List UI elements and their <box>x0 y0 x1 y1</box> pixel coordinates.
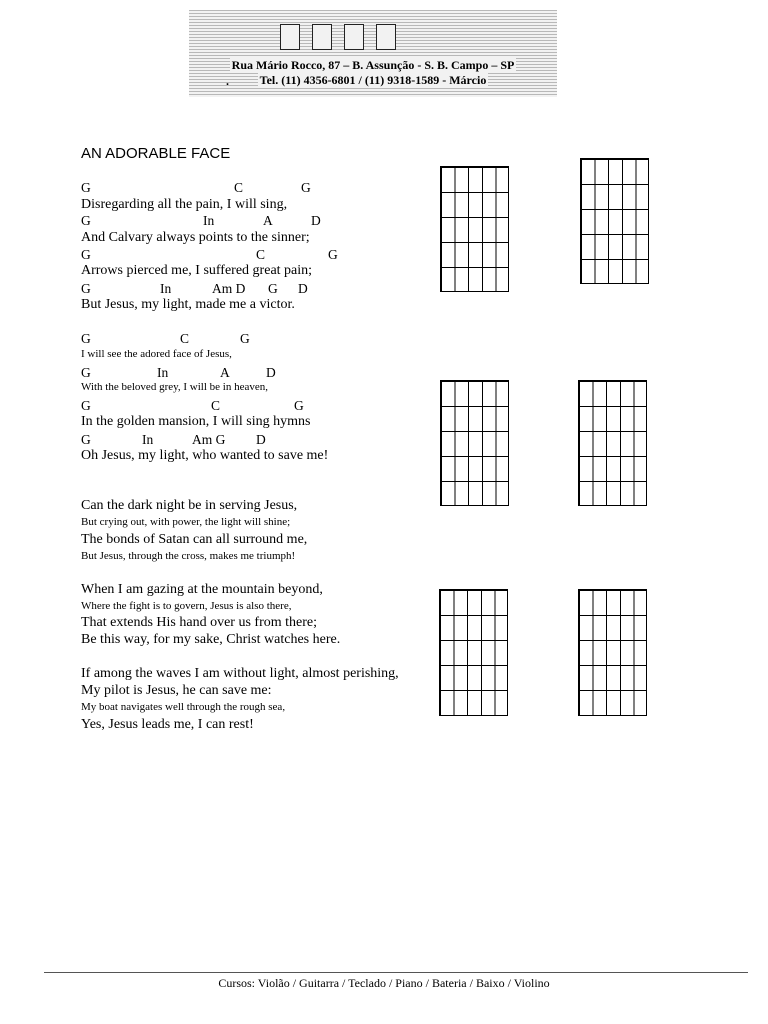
chord: In <box>157 365 169 380</box>
lyric-line: I will see the adored face of Jesus, <box>81 348 232 360</box>
chord: G <box>81 331 91 346</box>
chord: Am G <box>192 432 226 447</box>
chord: A <box>263 213 273 228</box>
lyric-line: Can the dark night be in serving Jesus, <box>81 498 298 513</box>
missing-glyph-icon <box>312 24 332 50</box>
chord: In <box>203 213 215 228</box>
chord: Am D <box>212 281 246 296</box>
lyric-line: But crying out, with power, the light will shine; <box>81 516 291 528</box>
chord: G <box>328 247 338 262</box>
chord: D <box>298 281 308 296</box>
lyric-line: Disregarding all the pain, I will sing, <box>81 197 288 212</box>
lyric-line: Where the fight is to govern, Jesus is also there, <box>81 600 292 612</box>
chord: D <box>266 365 276 380</box>
chord: C <box>211 398 221 413</box>
chord: C <box>256 247 266 262</box>
chord: In <box>160 281 172 296</box>
chord: G <box>81 281 91 296</box>
chord: D <box>256 432 266 447</box>
lyric-line: That extends His hand over us from there; <box>81 615 317 630</box>
phone-line: Tel. (11) 4356-6801 / (11) 9318-1589 - Márcio <box>259 73 487 87</box>
header-dot: . <box>226 74 229 88</box>
footer-courses: Cursos: Violão / Guitarra / Teclado / Piano / Bateria / Baixo / Violino <box>218 976 550 990</box>
lyric-line: When I am gazing at the mountain beyond, <box>81 582 323 597</box>
lyric-line: My pilot is Jesus, he can save me: <box>81 683 272 698</box>
song-title: AN ADORABLE FACE <box>81 145 231 162</box>
chord: G <box>268 281 278 296</box>
lyric-line: And Calvary always points to the sinner; <box>81 230 310 245</box>
logo-glyphs <box>280 24 440 52</box>
chord: G <box>301 180 311 195</box>
chord: G <box>240 331 250 346</box>
missing-glyph-icon <box>280 24 300 50</box>
chord-diagram <box>440 166 509 292</box>
chord: G <box>81 365 91 380</box>
chord-diagram <box>578 380 647 506</box>
chord: G <box>81 432 91 447</box>
chord: G <box>81 247 91 262</box>
lyric-line: Arrows pierced me, I suffered great pain; <box>81 263 313 278</box>
chord: G <box>81 213 91 228</box>
lyric-line: The bonds of Satan can all surround me, <box>81 532 308 547</box>
lyric-line: Oh Jesus, my light, who wanted to save me! <box>81 448 329 463</box>
chord: C <box>180 331 190 346</box>
chord-diagram <box>439 589 508 716</box>
lyric-line: Be this way, for my sake, Christ watches here. <box>81 632 341 647</box>
address-line: Rua Mário Rocco, 87 – B. Assunção - S. B. Campo – SP <box>231 58 515 72</box>
chord-diagram <box>578 589 647 716</box>
chord: D <box>311 213 321 228</box>
chord: G <box>294 398 304 413</box>
chord: A <box>220 365 230 380</box>
lyric-line: If among the waves I am without light, almost perishing, <box>81 666 399 681</box>
chord: In <box>142 432 154 447</box>
lyric-line: My boat navigates well through the rough sea, <box>81 701 286 713</box>
lyric-line: But Jesus, my light, made me a victor. <box>81 297 295 312</box>
missing-glyph-icon <box>376 24 396 50</box>
chord: C <box>234 180 244 195</box>
chord: G <box>81 398 91 413</box>
chord-diagram <box>580 158 649 284</box>
lyric-line: With the beloved grey, I will be in heaven, <box>81 381 269 393</box>
chord: G <box>81 180 91 195</box>
footer-divider <box>44 972 748 973</box>
chord-diagram <box>440 380 509 506</box>
lyric-line: But Jesus, through the cross, makes me triumph! <box>81 550 296 562</box>
missing-glyph-icon <box>344 24 364 50</box>
lyric-line: Yes, Jesus leads me, I can rest! <box>81 717 254 732</box>
lyric-line: In the golden mansion, I will sing hymns <box>81 414 311 429</box>
